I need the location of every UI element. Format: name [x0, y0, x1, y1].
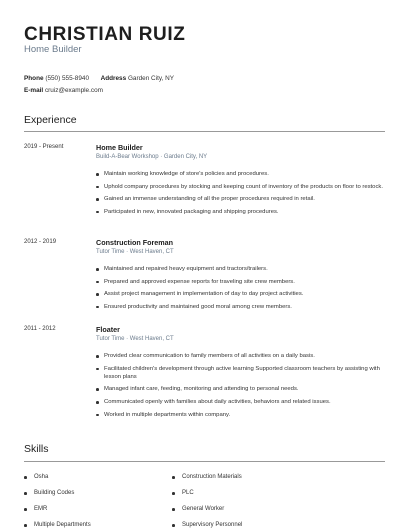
- candidate-name: CHRISTIAN RUIZ: [24, 24, 186, 45]
- job-title: Home Builder: [96, 143, 143, 152]
- experience-divider: [24, 131, 385, 132]
- job-bullet: Provided clear communication to family members of all activities on a daily basis.: [96, 352, 385, 360]
- job-employer: Tutor Time · West Haven, CT: [96, 249, 174, 255]
- job-dates: 2019 - Present: [24, 144, 64, 150]
- job-bullet: Assist project management in implementation of day to day project activities.: [96, 290, 385, 298]
- skill-item: Supervisory Personnel: [172, 521, 242, 529]
- contact-row-phone-address: [24, 74, 174, 83]
- job-bullet: Worked in multiple departments within company.: [96, 411, 385, 419]
- job-bullet: Maintained and repaired heavy equipment and tractors/trailers.: [96, 265, 385, 273]
- job-title: Floater: [96, 325, 120, 334]
- job-dates: 2011 - 2012: [24, 326, 56, 332]
- skill-item: Building Codes: [24, 489, 74, 497]
- skill-item: EMR: [24, 505, 47, 513]
- phone-label: Phone: [24, 75, 44, 82]
- address-value: Garden City, NY: [127, 75, 174, 82]
- skills-heading: Skills: [24, 443, 49, 455]
- job-title: Construction Foreman: [96, 238, 174, 247]
- skill-item: Multiple Departments: [24, 521, 91, 529]
- skill-item: Osha: [24, 473, 48, 481]
- job-bullets: [96, 170, 385, 220]
- job-bullet: Facilitated children's development through active learning Supported classroom teachers by assisting with lesson plans: [96, 365, 385, 382]
- job-bullet: Uphold company procedures by stocking and keeping count of inventory of the products on floor to restock.: [96, 183, 385, 191]
- job-bullet: Gained an immense understanding of all the proper procedures required in retail.: [96, 195, 385, 203]
- skill-item: PLC: [172, 489, 194, 497]
- skills-divider: [24, 461, 385, 462]
- job-bullets: [96, 265, 385, 315]
- skill-item: General Worker: [172, 505, 224, 513]
- job-employer: Build-A-Bear Workshop · Garden City, NY: [96, 154, 208, 160]
- job-bullet: Participated in new, innovated packaging and shipping procedures.: [96, 208, 385, 216]
- job-bullets: [96, 352, 385, 423]
- skill-item: Construction Materials: [172, 473, 242, 481]
- email-label: E-mail: [24, 87, 44, 94]
- job-bullet: Prepared and approved expense reports for traveling site crew members.: [96, 278, 385, 286]
- phone-value: (550) 555-8940: [45, 75, 90, 82]
- job-bullet: Ensured productivity and maintained good moral among crew members.: [96, 303, 385, 311]
- job-bullet: Managed infant care, feeding, monitoring and attending to personal needs.: [96, 385, 385, 393]
- job-bullet: Communicated openly with families about daily activities, behaviors and related issues.: [96, 398, 385, 406]
- email-value: cruiz@example.com: [44, 87, 103, 94]
- address-label: Address: [100, 75, 127, 82]
- experience-heading: Experience: [24, 114, 77, 126]
- contact-row-email: [24, 86, 103, 95]
- job-bullet: Maintain working knowledge of store's policies and procedures.: [96, 170, 385, 178]
- job-employer: Tutor Time · West Haven, CT: [96, 336, 174, 342]
- candidate-role: Home Builder: [24, 44, 82, 55]
- job-dates: 2012 - 2019: [24, 239, 57, 245]
